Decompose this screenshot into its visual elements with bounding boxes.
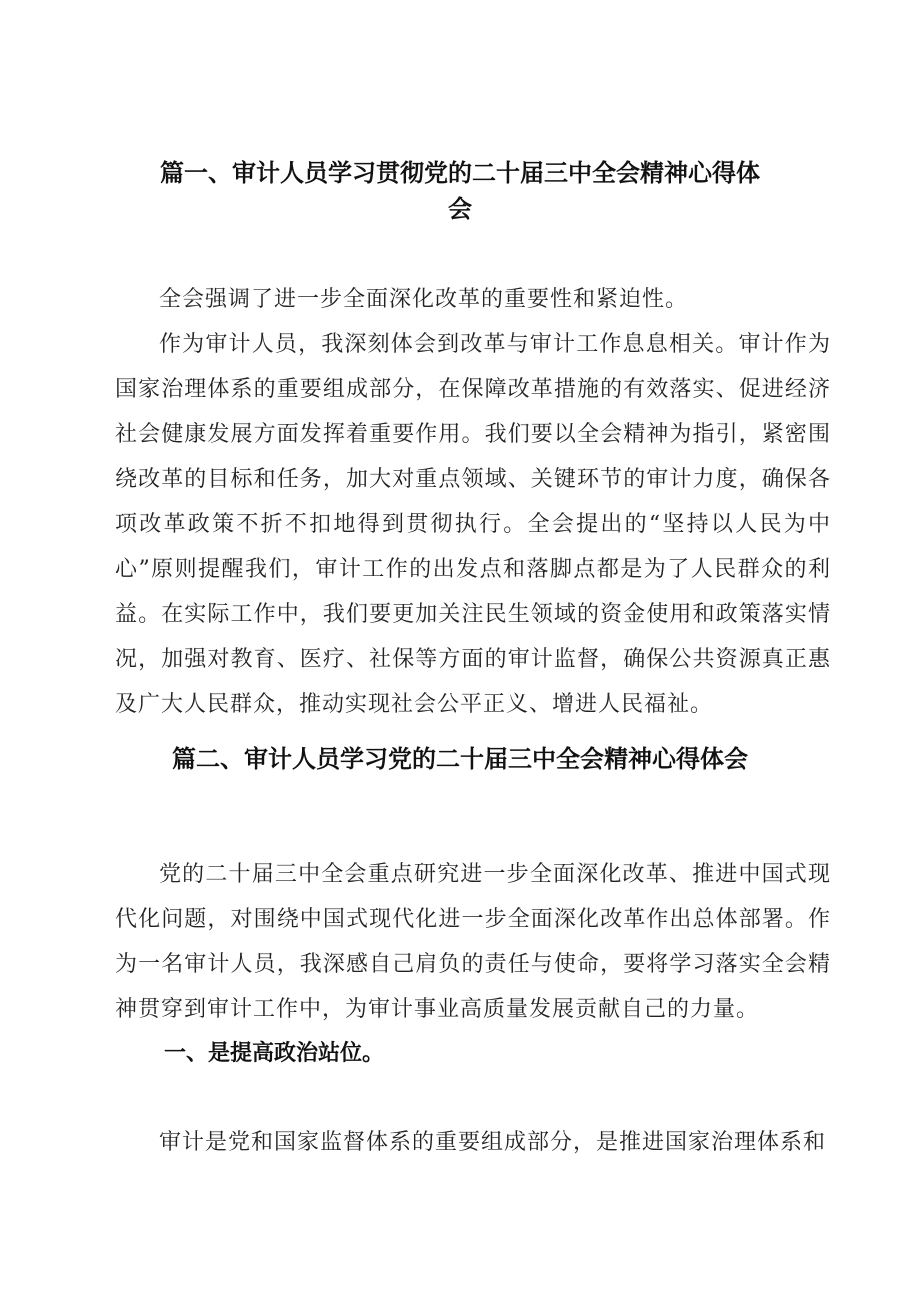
section1-title-line1: 篇一、审计人员学习贯彻党的二十届三中全会精神心得体	[160, 159, 760, 187]
section1-paragraph-2: 作为审计人员，我深刻体会到改革与审计工作息息相关。审计作为国家治理体系的重要组成部分，在保障改革措施的有效落实、促进经济社会健康发展方面发挥着重要作用。我们要以全会精神为指引，紧密围绕改革的目标和任务，加大对重点领域、关键环节的审计力度，确保各项改革政策不折不扣地得到贯彻执行。全会提出的“坚持以人民为中心”原则提醒我们，审计工作的出发点和落脚点都是为了人民群众的利益。在实际工作中，我们要更加关注民生领域的资金使用和政策落实情况，加强对教育、医疗、社保等方面的审计监督，确保公共资源真正惠及广大人民群众，推动实现社会公平正义、增进人民福祉。	[115, 332, 831, 717]
section2-paragraph-2: 审计是党和国家监督体系的重要组成部分，是推进国家治理体系和	[159, 1130, 827, 1155]
section2-title: 篇二、审计人员学习党的二十届三中全会精神心得体会	[172, 745, 748, 773]
section1-paragraph-1: 全会强调了进一步全面深化改革的重要性和紧迫性。	[159, 287, 689, 312]
section2-paragraph-1: 党的二十届三中全会重点研究进一步全面深化改革、推进中国式现代化问题，对围绕中国式现代化进一步全面深化改革作出总体部署。作为一名审计人员，我深感自己肩负的责任与使命，要将学习落实全会精神贯穿到审计工作中，为审计事业高质量发展贡献自己的力量。	[115, 862, 831, 1022]
section1-title-line2: 会	[448, 195, 472, 223]
section2-subheading: 一、是提高政治站位。	[164, 1041, 385, 1066]
